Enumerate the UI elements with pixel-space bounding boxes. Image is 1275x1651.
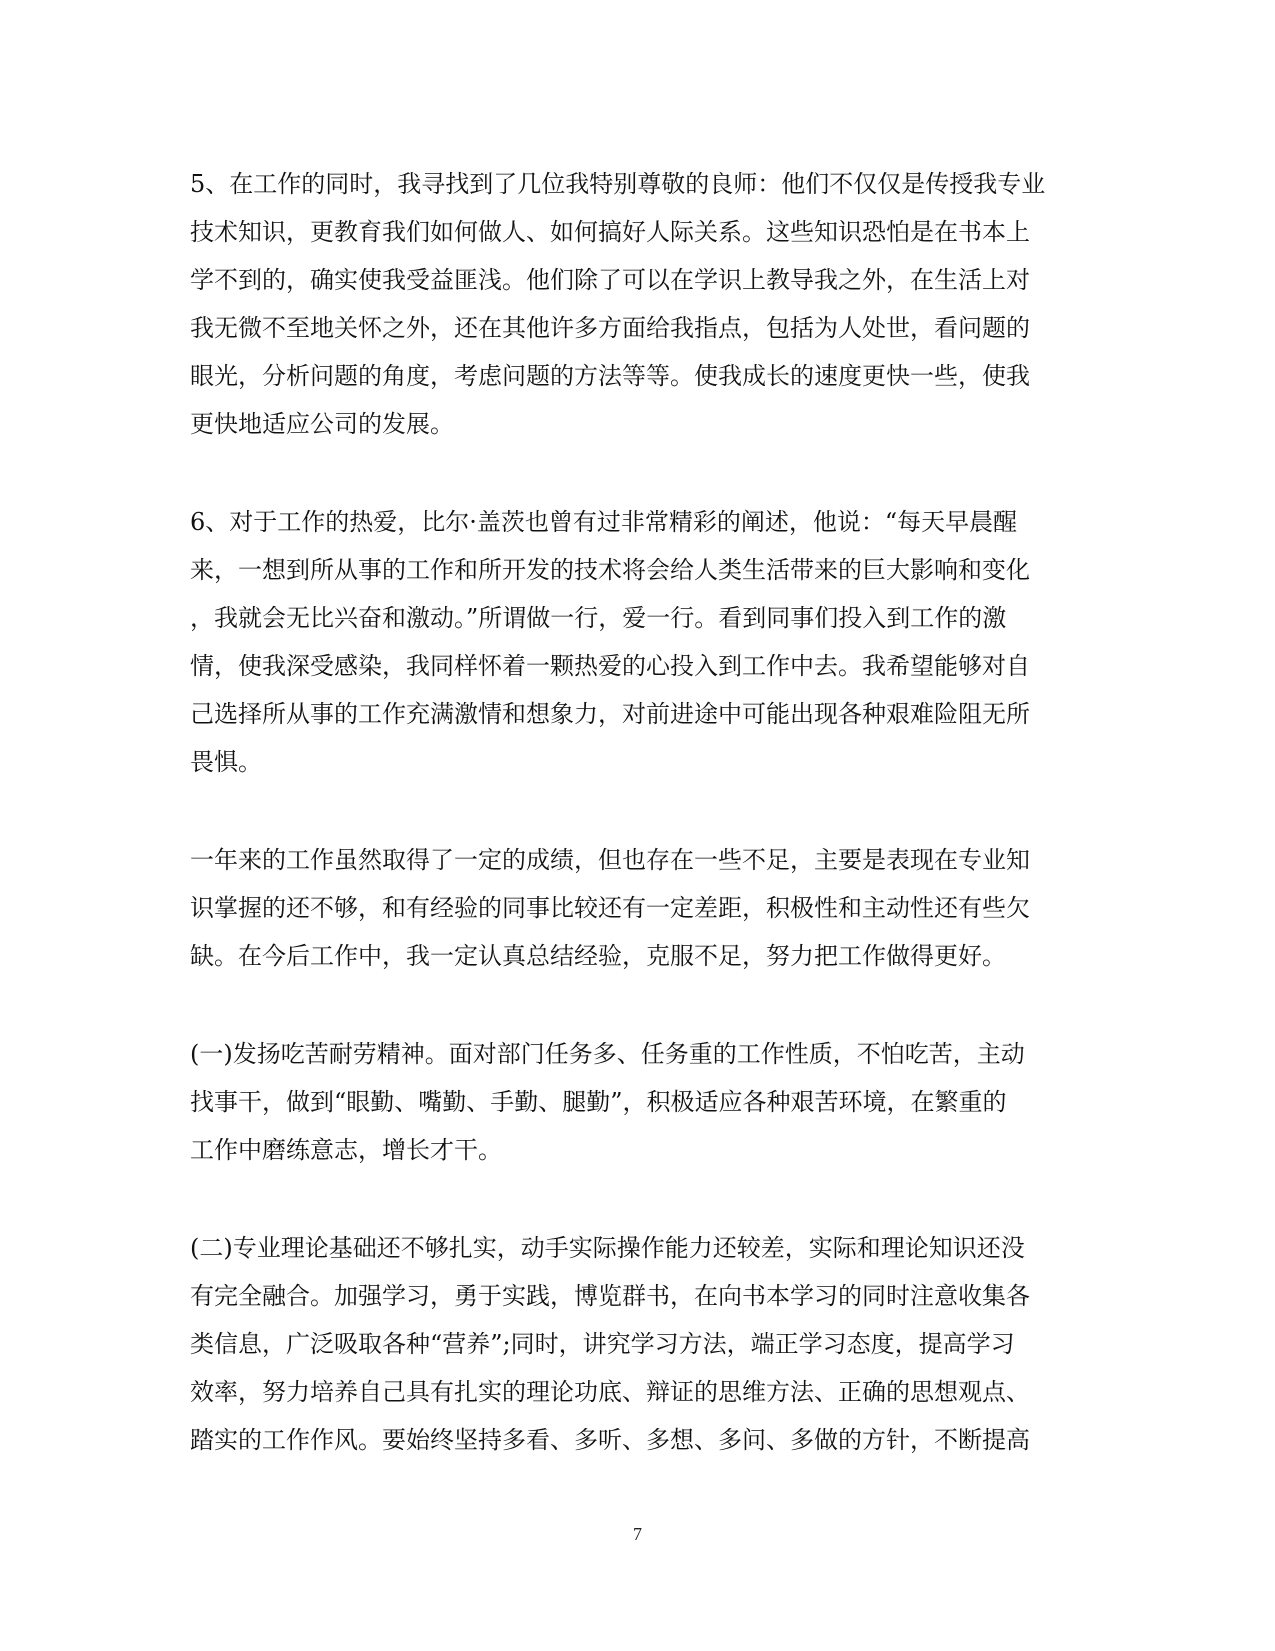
document-body xyxy=(190,160,1080,1464)
paragraph-spacer xyxy=(190,786,1080,836)
text-line: 一年来的工作虽然取得了一定的成绩，但也存在一些不足，主要是表现在专业知 xyxy=(190,846,1030,874)
text-line: (一)发扬吃苦耐劳精神。面对部门任务多、任务重的工作性质，不怕吃苦，主动 xyxy=(190,1040,1025,1068)
text-line: 有完全融合。加强学习，勇于实践，博览群书，在向书本学习的同时注意收集各 xyxy=(190,1282,1030,1310)
paragraph-spacer xyxy=(190,1174,1080,1224)
text-line: 5、在工作的同时，我寻找到了几位我特别尊敬的良师：他们不仅仅是传授我专业 xyxy=(190,170,1046,198)
paragraph-6 xyxy=(190,498,1080,786)
paragraph-item-2 xyxy=(190,1224,1080,1464)
text-line: 更快地适应公司的发展。 xyxy=(190,410,454,438)
text-line: 缺。在今后工作中，我一定认真总结经验，克服不足，努力把工作做得更好。 xyxy=(190,942,1006,970)
text-line: ，我就会无比兴奋和激动。”所谓做一行，爱一行。看到同事们投入到工作的激 xyxy=(190,604,1007,632)
text-line: 踏实的工作作风。要始终坚持多看、多听、多想、多问、多做的方针，不断提高 xyxy=(190,1426,1030,1454)
text-line: 情，使我深受感染，我同样怀着一颗热爱的心投入到工作中去。我希望能够对自 xyxy=(190,652,1030,680)
paragraph-5 xyxy=(190,160,1080,448)
paragraph-spacer xyxy=(190,980,1080,1030)
text-line: 找事干，做到“眼勤、嘴勤、手勤、腿勤”，积极适应各种艰苦环境，在繁重的 xyxy=(190,1088,1007,1116)
text-line: 畏惧。 xyxy=(190,748,262,776)
text-line: 来，一想到所从事的工作和所开发的技术将会给人类生活带来的巨大影响和变化 xyxy=(190,556,1030,584)
text-line: 学不到的，确实使我受益匪浅。他们除了可以在学识上教导我之外，在生活上对 xyxy=(190,266,1030,294)
text-line: 我无微不至地关怀之外，还在其他许多方面给我指点，包括为人处世，看问题的 xyxy=(190,314,1030,342)
text-line: 工作中磨练意志，增长才干。 xyxy=(190,1136,502,1164)
text-line: 识掌握的还不够，和有经验的同事比较还有一定差距，积极性和主动性还有些欠 xyxy=(190,894,1030,922)
paragraph-spacer xyxy=(190,448,1080,498)
text-line: 6、对于工作的热爱，比尔·盖茨也曾有过非常精彩的阐述，他说：“每天早晨醒 xyxy=(190,508,1018,536)
text-line: (二)专业理论基础还不够扎实，动手实际操作能力还较差，实际和理论知识还没 xyxy=(190,1234,1025,1262)
text-line: 类信息，广泛吸取各种“营养”;同时，讲究学习方法，端正学习态度，提高学习 xyxy=(190,1330,1015,1358)
text-line: 效率，努力培养自己具有扎实的理论功底、辩证的思维方法、正确的思想观点、 xyxy=(190,1378,1030,1406)
page-number: 7 xyxy=(633,1524,642,1544)
paragraph-item-1 xyxy=(190,1030,1080,1174)
text-line: 己选择所从事的工作充满激情和想象力，对前进途中可能出现各种艰难险阻无所 xyxy=(190,700,1030,728)
text-line: 眼光，分析问题的角度，考虑问题的方法等等。使我成长的速度更快一些，使我 xyxy=(190,362,1030,390)
paragraph-summary xyxy=(190,836,1080,980)
text-line: 技术知识，更教育我们如何做人、如何搞好人际关系。这些知识恐怕是在书本上 xyxy=(190,218,1030,246)
